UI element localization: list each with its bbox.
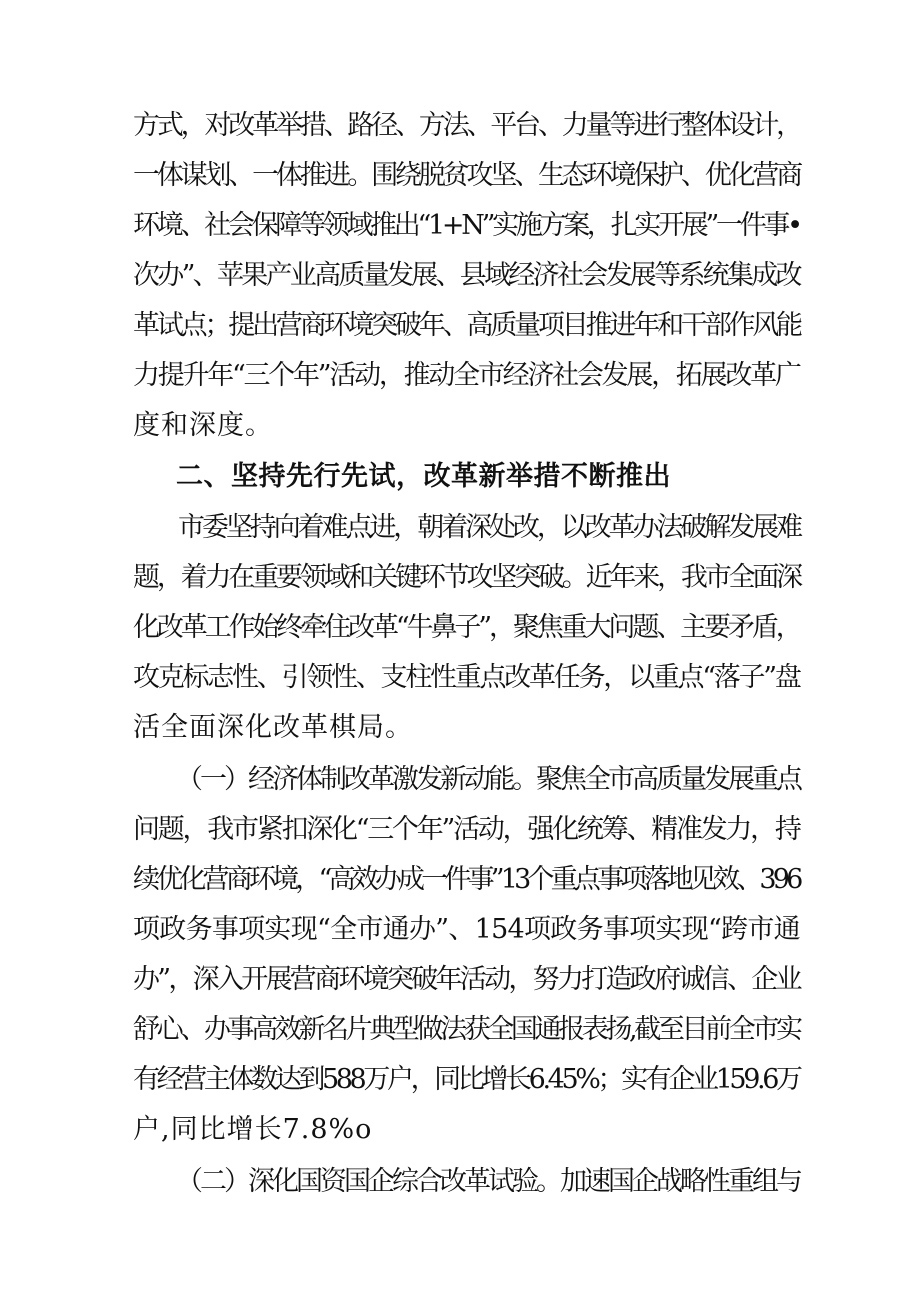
subsection-line: （二）深化国资国企综合改革试验。加速国企战略性重组与: [176, 1166, 800, 1197]
paragraph-line: 力提升年“三个年”活动，推动全市经济社会发展，拓展改革广: [133, 360, 800, 391]
paragraph-line: 革试点；提出营商环境突破年、高质量项目推进年和干部作风能: [133, 310, 800, 341]
paragraph-line: 环境、社会保障等领域推出“1+N”实施方案，扎实开展”一件事•: [133, 210, 800, 241]
paragraph-line: 题，着力在重要领域和关键环节攻坚突破。近年来，我市全面深: [133, 562, 800, 593]
paragraph-line: 次办”、苹果产业高质量发展、县域经济社会发展等系统集成改: [133, 260, 800, 291]
paragraph-line: 活全面深化改革棋局。: [133, 712, 413, 743]
paragraph-line: 一体谋划、一体推进。围绕脱贫攻坚、生态环境保护、优化营商: [133, 160, 800, 191]
paragraph-line: 方式，对改革举措、路径、方法、平台、力量等进行整体设计，: [133, 110, 800, 141]
paragraph-line: 化改革工作始终牵住改革“牛鼻子”，聚焦重大问题、主要矛盾，: [133, 612, 800, 643]
paragraph-line: 项政务事项实现“全市通办”、154项政务事项实现“跨市通: [133, 914, 800, 945]
section-heading: 二、坚持先行先试，改革新举措不断推出: [176, 461, 671, 492]
paragraph-line: 市委坚持向着难点进，朝着深处改，以改革办法破解发展难: [178, 512, 800, 543]
paragraph-line: 舒心、办事高效新名片典型做法获全国通报表扬,截至目前全市实: [133, 1014, 800, 1045]
paragraph-line: 问题，我市紧扣深化“三个年”活动，强化统筹、精准发力，持: [133, 814, 800, 845]
paragraph-line: 度和深度。: [133, 410, 273, 441]
paragraph-line: 有经营主体数达到588万户，同比增长6.45%；实有企业159.6万: [133, 1064, 800, 1095]
paragraph-line: 办”，深入开展营商环境突破年活动，努力打造政府诚信、企业: [133, 964, 800, 995]
subsection-line: （一）经济体制改革激发新动能。聚焦全市高质量发展重点: [176, 764, 800, 795]
paragraph-line: 续优化营商环境，“高效办成一件事”13个重点事项落地见效、396: [133, 864, 800, 895]
paragraph-line: 户,同比增长7.8%o: [133, 1114, 373, 1145]
paragraph-line: 攻克标志性、引领性、支柱性重点改革任务，以重点“落子”盘: [133, 662, 800, 693]
